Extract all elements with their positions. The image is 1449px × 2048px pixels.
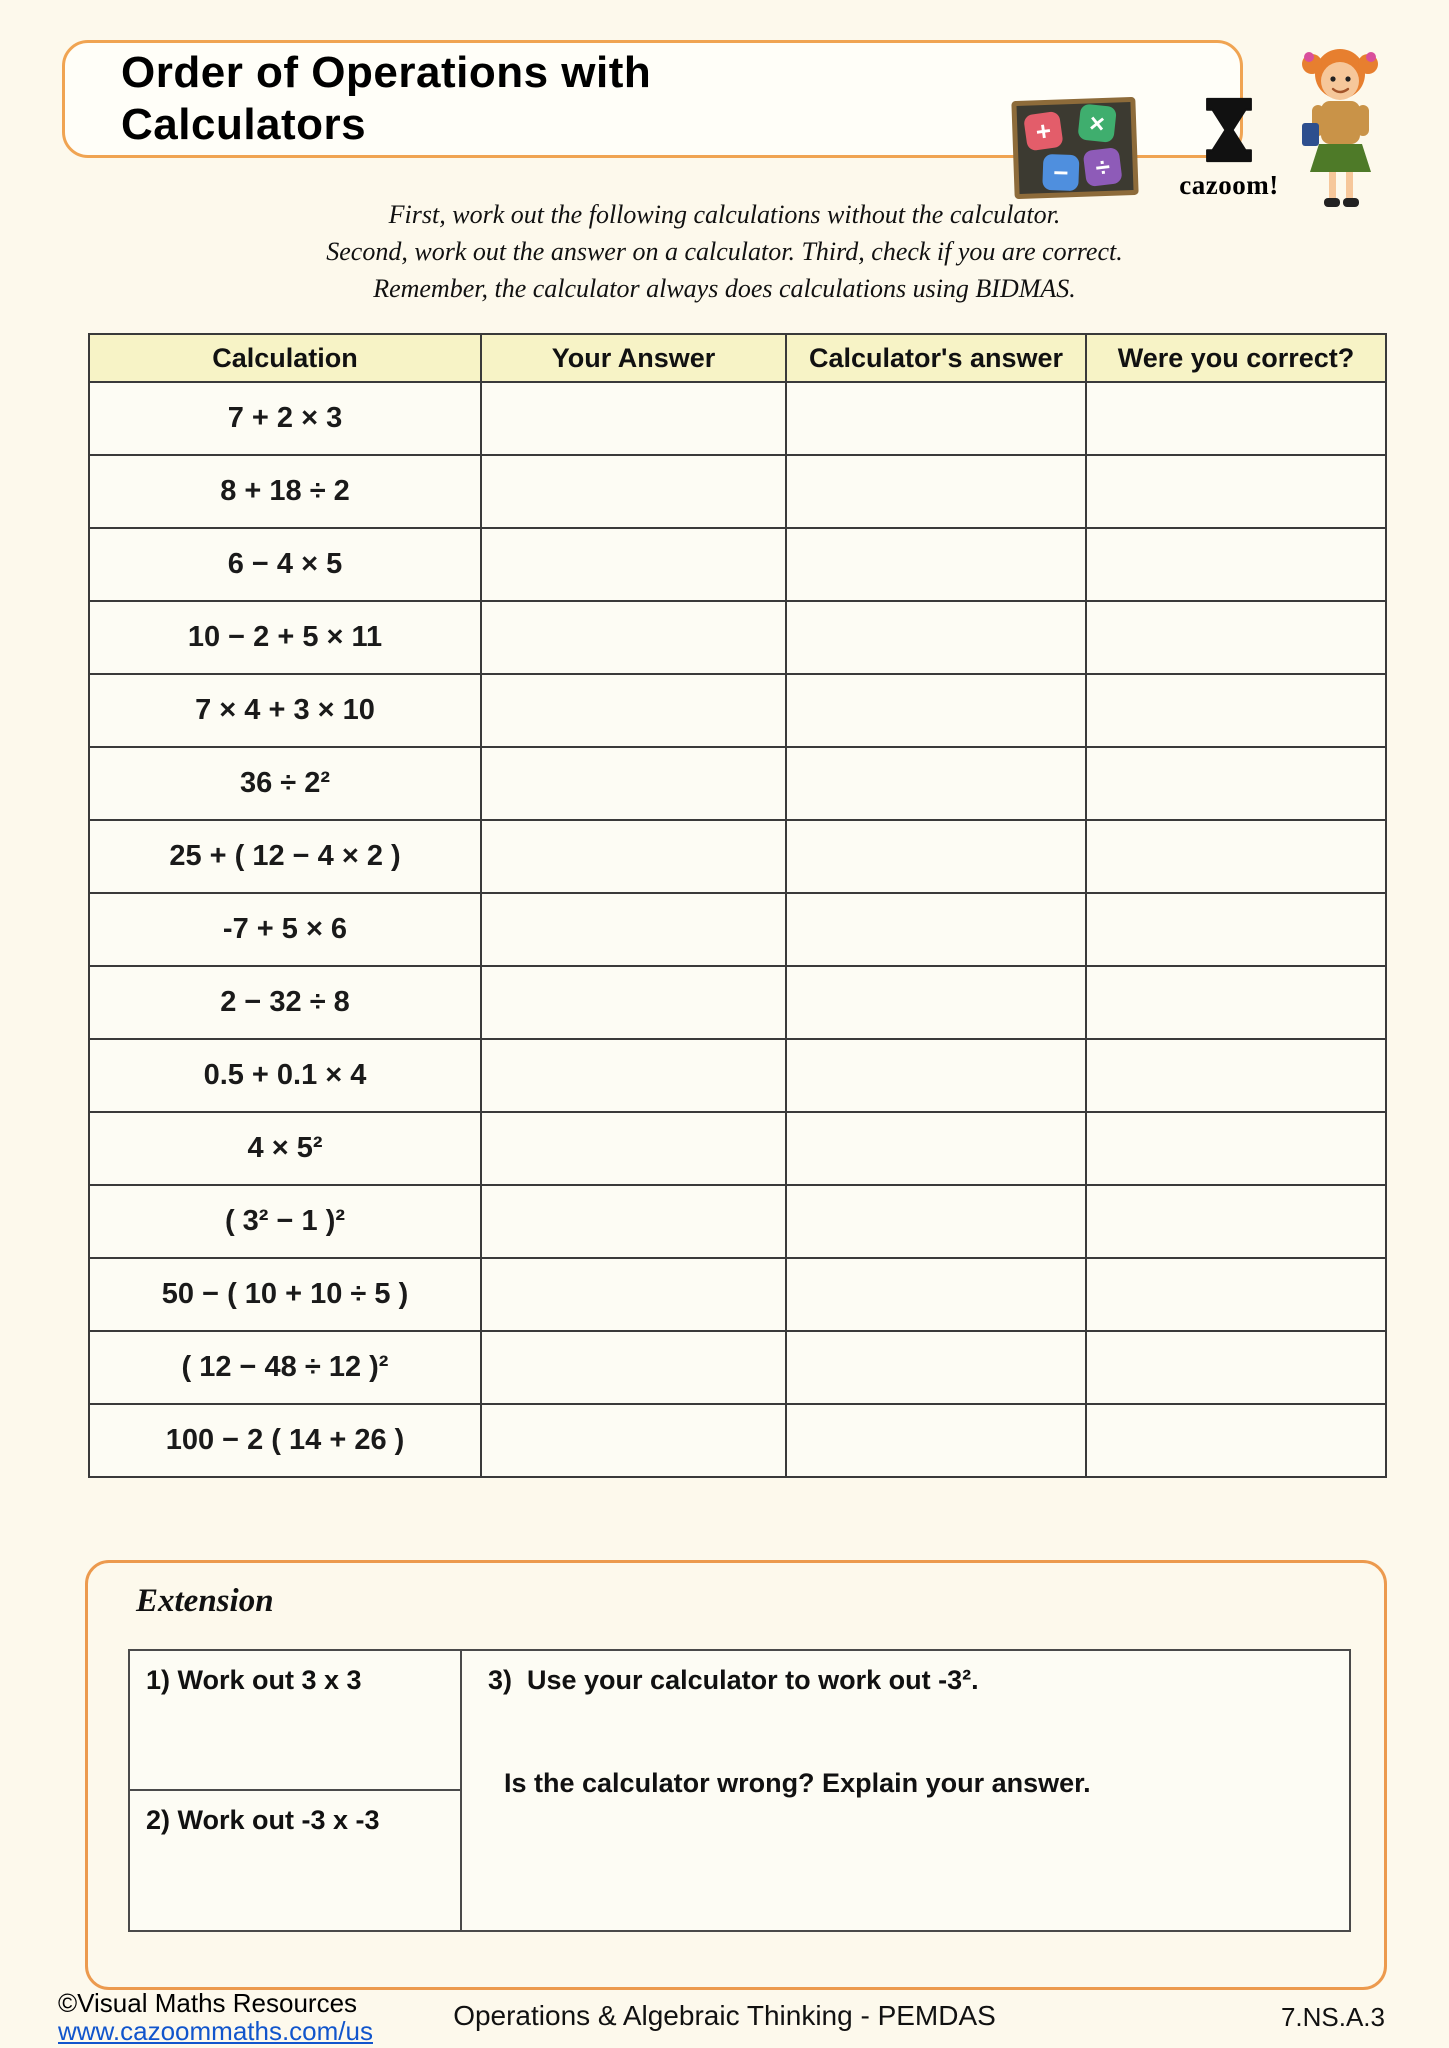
correct-cell — [1086, 820, 1386, 893]
calculation-cell: 2 − 32 ÷ 8 — [89, 966, 481, 1039]
calculation-cell: 7 × 4 + 3 × 10 — [89, 674, 481, 747]
calculator-answer-cell — [786, 382, 1086, 455]
correct-cell — [1086, 382, 1386, 455]
calculation-cell: 50 − ( 10 + 10 ÷ 5 ) — [89, 1258, 481, 1331]
correct-cell — [1086, 1112, 1386, 1185]
calculation-cell: 36 ÷ 2² — [89, 747, 481, 820]
cazoom-logo-text: cazoom! — [1179, 170, 1279, 200]
calculator-answer-cell — [786, 893, 1086, 966]
correct-cell — [1086, 747, 1386, 820]
hourglass-icon — [1201, 97, 1257, 163]
calculator-answer-cell — [786, 674, 1086, 747]
correct-cell — [1086, 1039, 1386, 1112]
your-answer-cell — [481, 1404, 786, 1477]
correct-cell — [1086, 1185, 1386, 1258]
calculator-answer-cell — [786, 1185, 1086, 1258]
your-answer-cell — [481, 1112, 786, 1185]
extension-section — [85, 1560, 1387, 1990]
calculator-answer-cell — [786, 1112, 1086, 1185]
table-row — [89, 893, 1386, 966]
calculation-cell: ( 3² − 1 )² — [89, 1185, 481, 1258]
table-row — [89, 1404, 1386, 1477]
correct-cell — [1086, 1331, 1386, 1404]
correct-cell — [1086, 455, 1386, 528]
calculation-cell: -7 + 5 × 6 — [89, 893, 481, 966]
correct-cell — [1086, 528, 1386, 601]
your-answer-cell — [481, 966, 786, 1039]
calculation-cell: 7 + 2 × 3 — [89, 382, 481, 455]
extension-right-column — [462, 1651, 1349, 1930]
table-row — [89, 601, 1386, 674]
instructions-block — [0, 196, 1449, 307]
instruction-line-2: Second, work out the answer on a calculator. Third, check if you are correct. — [326, 237, 1123, 266]
calculation-cell: 100 − 2 ( 14 + 26 ) — [89, 1404, 481, 1477]
calculation-cell: 25 + ( 12 − 4 × 2 ) — [89, 820, 481, 893]
extension-question-3: 3) Use your calculator to work out -3². — [488, 1665, 979, 1695]
calculation-cell: 8 + 18 ÷ 2 — [89, 455, 481, 528]
calculator-answer-cell — [786, 820, 1086, 893]
table-row — [89, 528, 1386, 601]
minus-tile-icon: − — [1042, 154, 1079, 191]
plus-tile-icon: + — [1023, 111, 1064, 152]
table-row — [89, 747, 1386, 820]
table-row — [89, 674, 1386, 747]
correct-cell — [1086, 601, 1386, 674]
footer-copyright: ©Visual Maths Resources — [58, 1988, 358, 2018]
correct-cell — [1086, 1258, 1386, 1331]
footer-website-link[interactable]: www.cazoommaths.com/us — [58, 2016, 373, 2046]
instruction-line-1: First, work out the following calculations without the calculator. — [388, 200, 1061, 229]
table-header-row — [89, 334, 1386, 382]
calculation-cell: 6 − 4 × 5 — [89, 528, 481, 601]
column-header-your-answer: Your Answer — [481, 334, 786, 382]
table-row — [89, 1039, 1386, 1112]
your-answer-cell — [481, 820, 786, 893]
footer-standard-code: 7.NS.A.3 — [1280, 2002, 1385, 2032]
calculation-cell: 0.5 + 0.1 × 4 — [89, 1039, 481, 1112]
column-header-were-you-correct: Were you correct? — [1086, 334, 1386, 382]
correct-cell — [1086, 893, 1386, 966]
your-answer-cell — [481, 747, 786, 820]
table-row — [89, 966, 1386, 1039]
your-answer-cell — [481, 1258, 786, 1331]
table-row — [89, 382, 1386, 455]
calculations-table — [88, 333, 1387, 1478]
math-symbols-board-icon — [1011, 97, 1138, 199]
table-row — [89, 1331, 1386, 1404]
your-answer-cell — [481, 1331, 786, 1404]
footer-standard-label: Operations & Algebraic Thinking - PEMDAS — [453, 2000, 996, 2031]
extension-heading: Extension — [136, 1583, 274, 1619]
correct-cell — [1086, 966, 1386, 1039]
calculator-answer-cell — [786, 1039, 1086, 1112]
calculation-cell: 10 − 2 + 5 × 11 — [89, 601, 481, 674]
your-answer-cell — [481, 382, 786, 455]
extension-left-column — [130, 1651, 462, 1930]
calculator-answer-cell — [786, 1404, 1086, 1477]
calculation-cell: ( 12 − 48 ÷ 12 )² — [89, 1331, 481, 1404]
calculator-answer-cell — [786, 455, 1086, 528]
calculator-answer-cell — [786, 601, 1086, 674]
table-row — [89, 820, 1386, 893]
column-header-calculator-answer: Calculator's answer — [786, 334, 1086, 382]
your-answer-cell — [481, 893, 786, 966]
correct-cell — [1086, 1404, 1386, 1477]
extension-question-3-followup: Is the calculator wrong? Explain your answer. — [504, 1768, 1091, 1798]
your-answer-cell — [481, 1039, 786, 1112]
calculator-answer-cell — [786, 747, 1086, 820]
your-answer-cell — [481, 528, 786, 601]
calculator-answer-cell — [786, 528, 1086, 601]
table-row — [89, 1258, 1386, 1331]
calculator-answer-cell — [786, 1258, 1086, 1331]
extension-question-1: 1) Work out 3 x 3 — [130, 1651, 460, 1791]
times-tile-icon: × — [1077, 103, 1117, 143]
calculation-cell: 4 × 5² — [89, 1112, 481, 1185]
correct-cell — [1086, 674, 1386, 747]
page-title: Order of Operations with Calculators — [121, 48, 652, 149]
calculator-answer-cell — [786, 1331, 1086, 1404]
title-banner — [62, 40, 1279, 200]
your-answer-cell — [481, 1185, 786, 1258]
teacher-character — [1282, 44, 1400, 221]
calculator-answer-cell — [786, 966, 1086, 1039]
table-row — [89, 1112, 1386, 1185]
table-row — [89, 455, 1386, 528]
your-answer-cell — [481, 601, 786, 674]
table-row — [89, 1185, 1386, 1258]
extension-question-2: 2) Work out -3 x -3 — [146, 1804, 380, 1835]
divide-tile-icon: ÷ — [1083, 147, 1123, 187]
column-header-calculation: Calculation — [89, 334, 481, 382]
cazoom-logo — [1171, 97, 1287, 201]
extension-table — [128, 1649, 1351, 1932]
instruction-line-3: Remember, the calculator always does calculations using BIDMAS. — [373, 274, 1076, 303]
your-answer-cell — [481, 455, 786, 528]
your-answer-cell — [481, 674, 786, 747]
